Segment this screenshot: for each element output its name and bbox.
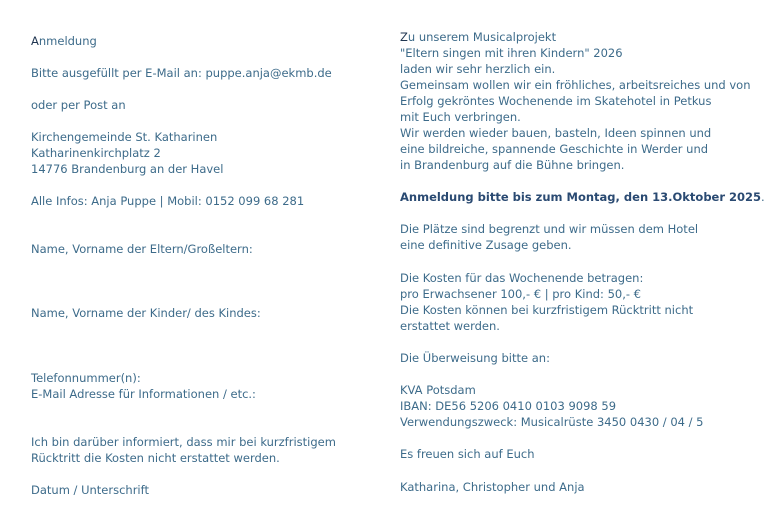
transfer-label: Die Überweisung bitte an: [400,351,550,365]
signoff-names: Katharina, Christopher und Anja [400,480,585,494]
post-instruction: oder per Post an [31,98,126,112]
email-label: E-Mail Adresse für Informationen / etc.: [31,387,256,401]
contact-info: Alle Infos: Anja Puppe | Mobil: 0152 099 68 281 [31,194,305,208]
notice-line: Ich bin darüber informiert, dass mir bei kurzfristigem [31,435,336,449]
intro-line: mit Euch verbringen. [400,110,521,124]
intro-rest: u unserem Musicalprojekt [407,30,557,44]
children-name-label: Name, Vorname der Kinder/ des Kindes: [31,306,261,320]
title-initial: A [31,34,39,48]
intro-line: Wir werden wieder bauen, basteln, Ideen spinnen und [400,126,712,140]
cost-line: erstattet werden. [400,319,500,333]
closing-line: Es freuen sich auf Euch [400,447,535,461]
intro-line: Erfolg gekröntes Wochenende im Skatehotel in Petkus [400,94,712,108]
bank-line: Verwendungszweck: Musicalrüste 3450 0430 / 04 / 5 [400,415,704,429]
places-line: eine definitive Zusage geben. [400,238,572,252]
email-instruction: Bitte ausgefüllt per E-Mail an: puppe.anja@ekmb.de [31,66,332,80]
intro-line: "Eltern singen mit ihren Kindern" 2026 [400,46,623,60]
notice-line: Rücktritt die Kosten nicht erstattet werden. [31,451,280,465]
title-rest: nmeldung [38,34,97,48]
parents-name-label: Name, Vorname der Eltern/Großeltern: [31,242,253,256]
address-line: Kirchengemeinde St. Katharinen [31,130,218,144]
deadline-text: Anmeldung bitte bis zum Montag, den 13.Oktober 2025 [400,190,762,204]
deadline-period: . [761,190,765,204]
intro-heading [400,29,556,45]
bank-line: IBAN: DE56 5206 0410 0103 9098 59 [400,399,617,413]
phone-label: Telefonnummer(n): [31,371,141,385]
cost-line: Die Kosten für das Wochenende betragen: [400,271,644,285]
intro-line: Gemeinsam wollen wir ein fröhliches, arbeitsreiches und von [400,78,751,92]
deadline-notice [400,189,765,205]
address-line: 14776 Brandenburg an der Havel [31,162,224,176]
cost-line: Die Kosten können bei kurzfristigem Rücktritt nicht [400,303,694,317]
cost-line: pro Erwachsener 100,- € | pro Kind: 50,- € [400,287,641,301]
registration-title [31,33,97,49]
intro-initial: Z [400,30,408,44]
signature-label: Datum / Unterschrift [31,483,149,497]
intro-line: in Brandenburg auf die Bühne bringen. [400,158,625,172]
bank-line: KVA Potsdam [400,383,476,397]
address-line: Katharinenkirchplatz 2 [31,146,161,160]
intro-line: laden wir sehr herzlich ein. [400,62,556,76]
intro-line: eine bildreiche, spannende Geschichte in Werder und [400,142,709,156]
places-line: Die Plätze sind begrenzt und wir müssen dem Hotel [400,222,699,236]
